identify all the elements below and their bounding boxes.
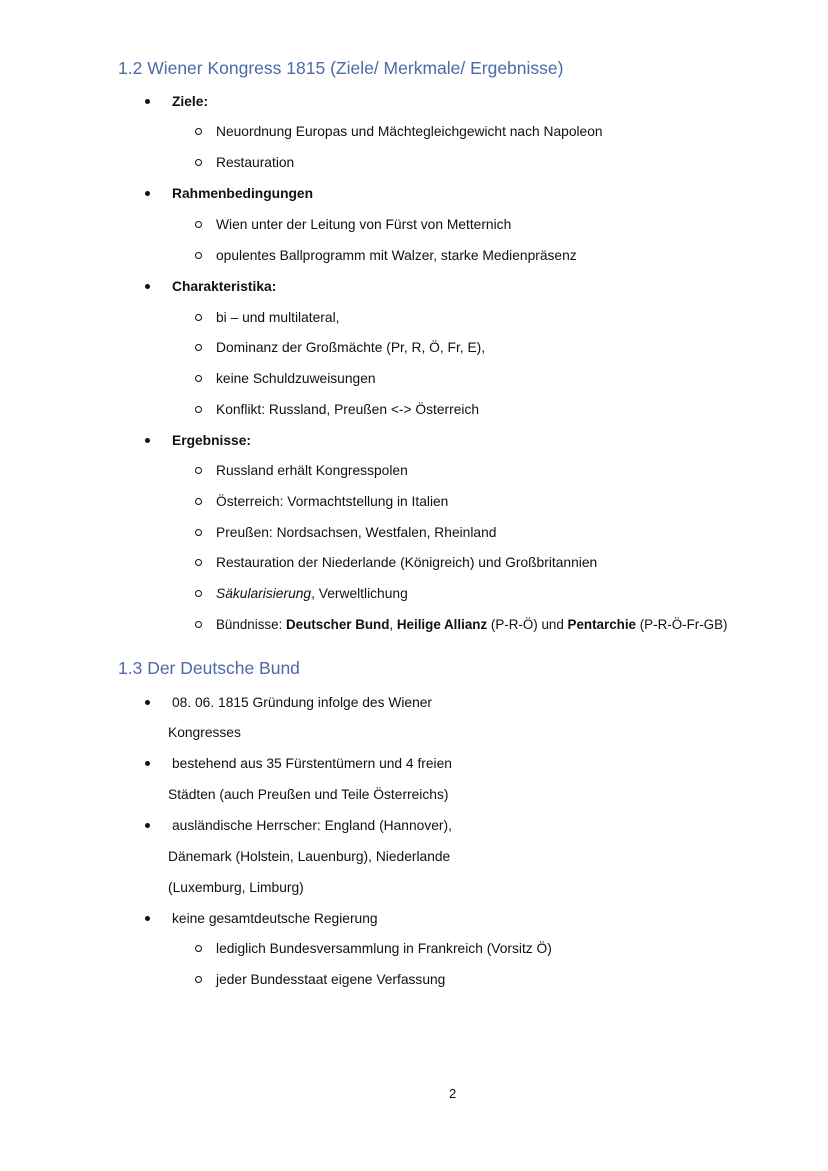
item-text-italic: Säkularisierung [216,586,312,601]
list-item [191,401,479,419]
item-text: jeder Bundesstaat eigene Verfassung [216,972,446,987]
item-text: Restauration der Niederlande (Königreich) und Großbritannien [216,555,598,570]
item-text: , Verweltlichung [311,586,408,601]
item-text: Bündnisse: [216,617,286,632]
list-item [140,817,452,835]
item-text: Österreich: Vormachtstellung in Italien [216,494,449,509]
heading-wiener-kongress: 1.2 Wiener Kongress 1815 (Ziele/ Merkmale/ Ergebnisse) [118,58,564,78]
list-item [191,123,603,141]
sub-bullet-icon [195,945,202,952]
bullet-icon [145,284,150,289]
item-label: Ergebnisse: [172,433,251,448]
list-item [140,432,251,450]
list-item [191,247,577,265]
item-text: (P-R-Ö) und [487,617,568,632]
sub-bullet-icon [195,467,202,474]
item-text: Russland erhält Kongresspolen [216,463,408,478]
item-text-bold: Deutscher Bund [285,617,390,632]
item-label: Rahmenbedingungen [172,186,314,201]
list-item [191,370,376,388]
item-text: Neuordnung Europas und Mächtegleichgewicht nach Napoleon [216,124,603,139]
item-text: 08. 06. 1815 Gründung infolge des Wiener [172,695,433,710]
item-text: Restauration [216,155,295,170]
list-item [191,971,445,989]
item-text: Dominanz der Großmächte (Pr, R, Ö, Fr, E), [216,340,486,355]
item-label: Charakteristika: [172,279,277,294]
item-text: opulentes Ballprogramm mit Walzer, starke Medienpräsenz [216,248,577,263]
heading-deutscher-bund: 1.3 Der Deutsche Bund [118,658,300,678]
sub-bullet-icon [195,252,202,259]
item-text: ausländische Herrscher: England (Hannover), [172,818,452,833]
list-item [140,278,276,296]
item-text: (P-R-Ö-Fr-GB) [636,617,728,632]
item-text: , [389,617,397,632]
item-text-continuation: Kongresses [168,725,241,740]
sub-bullet-icon [195,529,202,536]
list-item [191,554,597,572]
sub-bullet-icon [195,621,202,628]
list-item [191,524,496,542]
list-item [140,694,432,712]
item-text-continuation: Städten (auch Preußen und Teile Österreichs) [168,787,449,802]
bullet-icon [145,438,150,443]
item-text: Wien unter der Leitung von Fürst von Metternich [216,217,512,232]
list-item [191,616,727,634]
page-number: 2 [449,1086,457,1101]
list-item [191,339,485,357]
list-item [191,309,339,327]
bullet-icon [145,761,150,766]
item-text: Preußen: Nordsachsen, Westfalen, Rheinland [216,525,497,540]
item-label: Ziele: [172,94,209,109]
sub-bullet-icon [195,976,202,983]
list-item [191,462,408,480]
item-text-bold: Heilige Allianz [396,617,488,632]
item-text: keine gesamtdeutsche Regierung [172,911,378,926]
list-item [191,585,408,603]
sub-bullet-icon [195,128,202,135]
list-item [191,154,294,172]
item-text: lediglich Bundesversammlung in Frankreich (Vorsitz Ö) [216,941,552,956]
item-text-bold: Pentarchie [567,617,636,632]
sub-bullet-icon [195,498,202,505]
item-text: Konflikt: Russland, Preußen <-> Österreich [216,402,480,417]
bullet-icon [145,700,150,705]
item-text: bestehend aus 35 Fürstentümern und 4 freien [172,756,452,771]
list-item [140,185,313,203]
sub-bullet-icon [195,221,202,228]
bullet-icon [145,823,150,828]
list-item [140,93,208,111]
list-item [140,910,378,928]
item-text-continuation: Dänemark (Holstein, Lauenburg), Niederlande [168,849,451,864]
item-text-continuation: (Luxemburg, Limburg) [168,880,304,895]
list-item [191,493,448,511]
item-text: bi – und multilateral, [216,310,340,325]
bullet-icon [145,916,150,921]
sub-bullet-icon [195,375,202,382]
sub-bullet-icon [195,314,202,321]
sub-bullet-icon [195,159,202,166]
list-item [140,755,452,773]
list-item [191,216,511,234]
list-item [191,940,552,958]
sub-bullet-icon [195,590,202,597]
sub-bullet-icon [195,559,202,566]
item-text: keine Schuldzuweisungen [216,371,376,386]
sub-bullet-icon [195,406,202,413]
sub-bullet-icon [195,344,202,351]
bullet-icon [145,191,150,196]
bullet-icon [145,99,150,104]
